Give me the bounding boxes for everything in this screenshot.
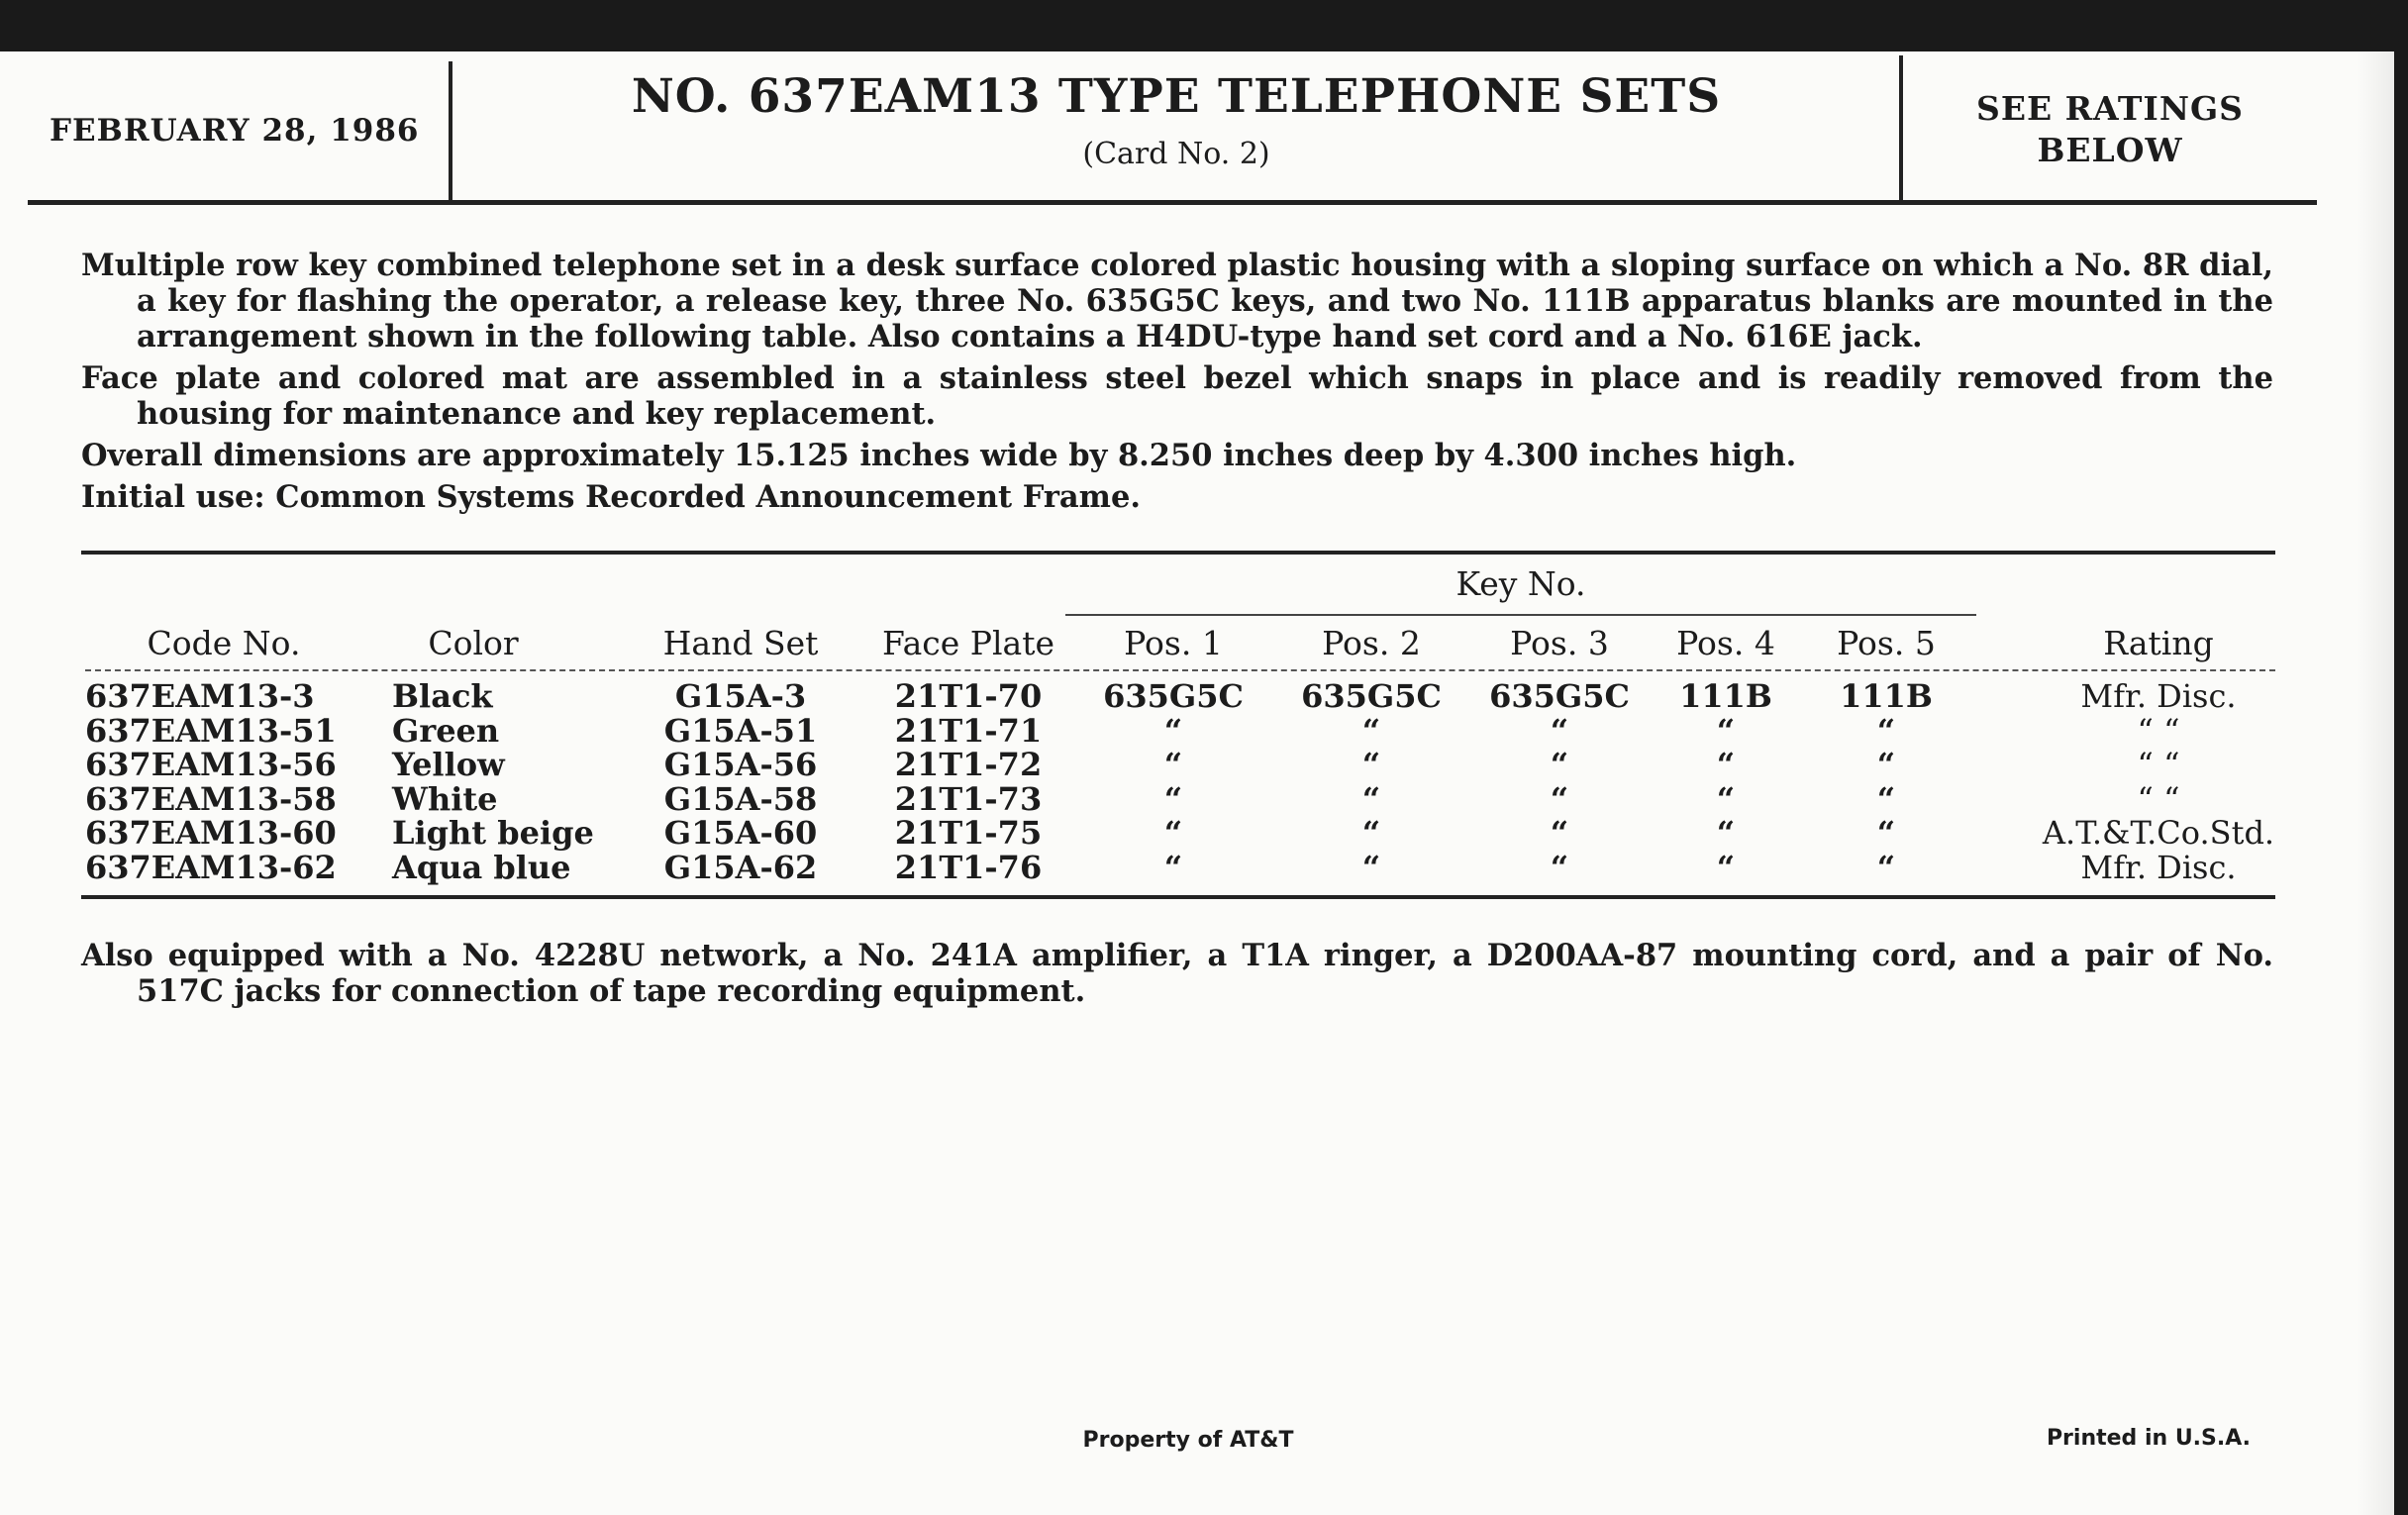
cell-pos2: “ <box>1361 848 1381 886</box>
cell-pos5: 111B <box>1840 677 1933 715</box>
cell-code: 637EAM13-51 <box>85 711 337 750</box>
cell-code: 637EAM13-60 <box>85 814 337 852</box>
table-row <box>0 711 2408 750</box>
cell-pos5: “ <box>1876 814 1896 852</box>
cell-code: 637EAM13-62 <box>85 848 337 886</box>
cell-pos2: “ <box>1361 711 1381 750</box>
cell-faceplate: 21T1-71 <box>894 711 1043 750</box>
cell-code: 637EAM13-58 <box>85 779 337 818</box>
cell-rating: A.T.&T.Co.Std. <box>2042 814 2275 852</box>
cell-color: Yellow <box>392 746 505 783</box>
header-rule <box>28 200 2317 205</box>
cell-pos4: “ <box>1716 848 1736 886</box>
table-row <box>0 848 2408 886</box>
column-header-pos1: Pos. 1 <box>1124 624 1223 662</box>
table-body <box>0 679 2408 884</box>
description-paragraph: Face plate and colored mat are assembled in a stainless steel bezel which snaps in place and is readily removed from the housing for maintenance and key replacement. <box>81 360 2273 432</box>
cell-pos3: “ <box>1550 746 1569 783</box>
header-ratings-line-2: BELOW <box>2037 131 2183 169</box>
cell-pos1: “ <box>1163 848 1183 886</box>
cell-pos4: 111B <box>1679 677 1772 715</box>
cell-color: Black <box>392 677 493 715</box>
cell-pos2: “ <box>1361 746 1381 783</box>
cell-pos5: “ <box>1876 848 1896 886</box>
description-paragraph: Multiple row key combined telephone set in a desk surface colored plastic housing with a sloping surface on which a No. 8R dial, a key for flashing the operator, a release key, three No. 635G5C keys, and two No. 111B apparatus blanks are mounted in the arrangement shown in the following table. Also contains a H4DU-type hand set cord and a No. 616E jack. <box>81 248 2273 354</box>
table-row <box>0 679 2408 714</box>
cell-pos1: “ <box>1163 746 1183 783</box>
cell-handset: G15A-58 <box>663 779 818 818</box>
cell-pos4: “ <box>1716 711 1736 750</box>
cell-rating: “ “ <box>2137 746 2180 783</box>
cell-pos2: “ <box>1361 779 1381 818</box>
header-ratings-line-1: SEE RATINGS <box>1975 89 2245 128</box>
column-header-pos2: Pos. 2 <box>1322 624 1421 662</box>
cell-rating: Mfr. Disc. <box>2080 677 2237 715</box>
page-subtitle: (Card No. 2) <box>1082 137 1270 171</box>
cell-pos3: 635G5C <box>1489 677 1630 715</box>
cell-pos2: 635G5C <box>1301 677 1442 715</box>
cell-pos1: “ <box>1163 779 1183 818</box>
cell-faceplate: 21T1-72 <box>894 746 1043 783</box>
cell-pos3: “ <box>1550 814 1569 852</box>
table-top-rule <box>81 551 2275 555</box>
column-header-pos3: Pos. 3 <box>1510 624 1609 662</box>
cell-pos5: “ <box>1876 779 1896 818</box>
table-header-dashed-rule <box>85 669 2275 671</box>
cell-color: Light beige <box>392 814 594 852</box>
cell-handset: G15A-60 <box>663 814 818 852</box>
column-header-rating: Rating <box>2103 624 2214 662</box>
cell-pos5: “ <box>1876 746 1896 783</box>
table-row <box>0 748 2408 782</box>
column-header-pos4: Pos. 4 <box>1676 624 1775 662</box>
column-header-faceplate: Face Plate <box>881 624 1055 662</box>
cell-color: Green <box>392 711 500 750</box>
column-header-code: Code No. <box>147 624 301 662</box>
cell-pos1: “ <box>1163 711 1183 750</box>
cell-handset: G15A-56 <box>663 746 818 783</box>
cell-pos4: “ <box>1716 746 1736 783</box>
cell-pos2: “ <box>1361 814 1381 852</box>
column-header-handset: Hand Set <box>662 624 819 662</box>
cell-pos5: “ <box>1876 711 1896 750</box>
cell-pos1: 635G5C <box>1103 677 1244 715</box>
cell-pos4: “ <box>1716 779 1736 818</box>
table-bottom-rule <box>81 895 2275 899</box>
description-paragraph: Initial use: Common Systems Recorded Announcement Frame. <box>81 479 1141 515</box>
cell-color: White <box>392 779 498 818</box>
cell-rating: “ “ <box>2137 779 2180 818</box>
cell-faceplate: 21T1-70 <box>894 677 1043 715</box>
header-divider-left <box>449 61 452 200</box>
cell-code: 637EAM13-3 <box>85 677 315 715</box>
description <box>81 248 2273 521</box>
table-group-header-key-no: Key No. <box>1455 564 1586 603</box>
cell-pos3: “ <box>1550 848 1569 886</box>
footer-property: Property of AT&T <box>1082 1428 1294 1453</box>
page-title: NO. 637EAM13 TYPE TELEPHONE SETS <box>631 69 1722 124</box>
cell-pos4: “ <box>1716 814 1736 852</box>
cell-faceplate: 21T1-75 <box>894 814 1043 852</box>
cell-faceplate: 21T1-73 <box>894 779 1043 818</box>
footer-printed: Printed in U.S.A. <box>2046 1426 2252 1451</box>
cell-pos3: “ <box>1550 779 1569 818</box>
cell-code: 637EAM13-56 <box>85 746 337 783</box>
cell-handset: G15A-62 <box>663 848 818 886</box>
cell-rating: Mfr. Disc. <box>2080 848 2237 886</box>
description-paragraph: Overall dimensions are approximately 15.125 inches wide by 8.250 inches deep by 4.300 inches high. <box>81 438 1797 473</box>
cell-faceplate: 21T1-76 <box>894 848 1043 886</box>
cell-pos3: “ <box>1550 711 1569 750</box>
table-row <box>0 816 2408 851</box>
table-row <box>0 779 2408 818</box>
key-no-rule <box>1065 614 1976 616</box>
header-date: FEBRUARY 28, 1986 <box>50 113 420 149</box>
cell-color: Aqua blue <box>392 848 571 886</box>
cell-rating: “ “ <box>2137 711 2180 750</box>
cell-handset: G15A-3 <box>674 677 807 715</box>
card-header <box>28 61 2317 200</box>
cell-pos1: “ <box>1163 814 1183 852</box>
column-header-pos5: Pos. 5 <box>1837 624 1936 662</box>
column-header-color: Color <box>428 624 519 662</box>
header-divider-right <box>1899 55 1903 200</box>
cell-handset: G15A-51 <box>663 711 818 750</box>
equipment-note: Also equipped with a No. 4228U network, a No. 241A amplifier, a T1A ringer, a D200AA-87 mounting cord, and a pair of No. 517C jacks for connection of tape recording equipment. <box>81 937 2273 1009</box>
